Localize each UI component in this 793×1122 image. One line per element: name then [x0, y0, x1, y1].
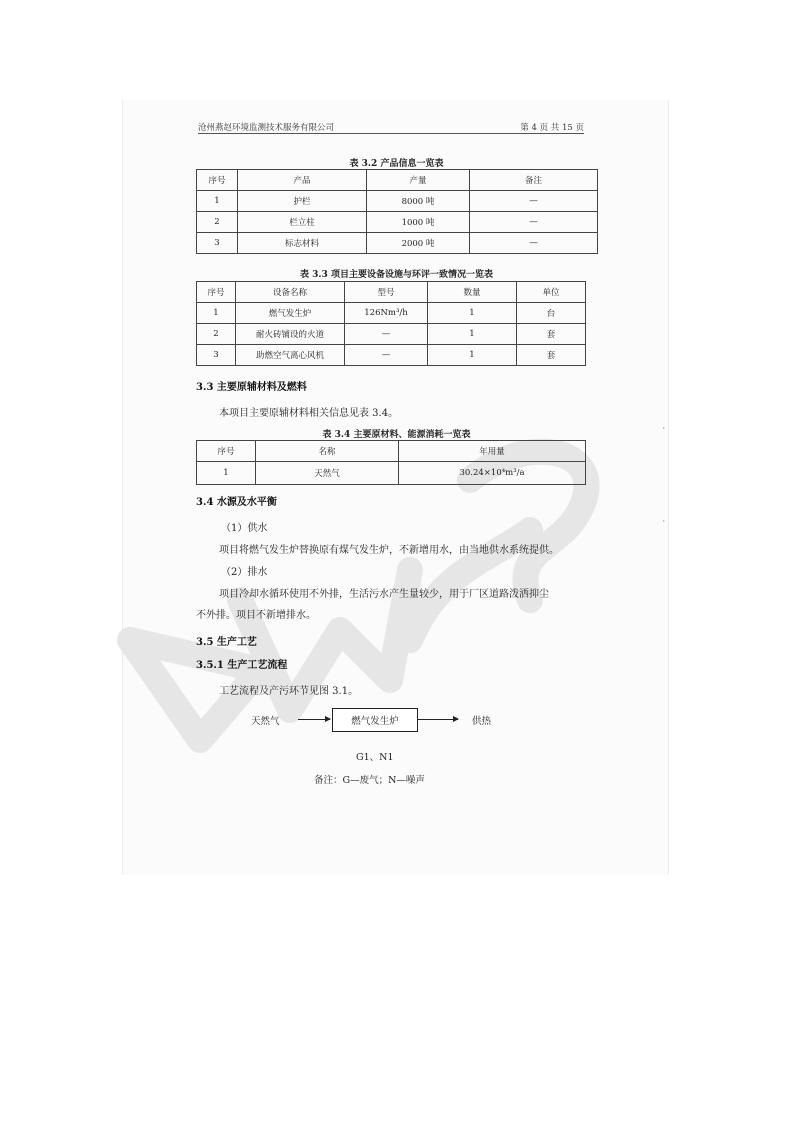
table-3-4-caption: 表 3.4 主要原材料、能源消耗一览表 [322, 430, 471, 440]
table-cell: — [470, 233, 598, 254]
flow-note: 备注：G—废气；N—噪声 [314, 775, 425, 786]
flow-intro-text: 工艺流程及产污环节见图 3.1。 [219, 686, 359, 697]
flow-process-label: 燃气发生炉 [351, 716, 399, 727]
table-cell: 3 [197, 345, 236, 366]
binding-mark: · [662, 424, 665, 433]
section-3-3-text: 本项目主要原辅材料相关信息见表 3.4。 [219, 408, 399, 419]
binding-mark: · [662, 517, 665, 526]
flow-arrow-out [418, 719, 458, 720]
materials-table [196, 440, 586, 485]
product-table [196, 169, 598, 254]
table-cell: 天然气 [256, 462, 399, 485]
drainage-heading: （2）排水 [221, 567, 268, 578]
table-cell: 1 [428, 303, 517, 324]
header-cell: 备注 [470, 170, 598, 191]
flow-arrow-in [298, 719, 330, 720]
table-row [197, 212, 598, 233]
section-3-4-title: 3.4 水源及水平衡 [196, 497, 277, 508]
equipment-table [196, 281, 586, 366]
header-cell: 序号 [197, 282, 236, 303]
page-number: 第 4 页 共 15 页 [520, 123, 584, 133]
header-cell: 设备名称 [236, 282, 345, 303]
header-cell: 年用量 [399, 441, 586, 462]
table-3-2-caption: 表 3.2 产品信息一览表 [349, 159, 444, 169]
water-supply-heading: （1）供水 [221, 523, 268, 534]
header-cell: 序号 [197, 441, 256, 462]
flow-output-label: 供热 [472, 716, 492, 727]
flow-process-box [332, 708, 418, 732]
table-cell: 1 [197, 303, 236, 324]
table-cell: 标志材料 [238, 233, 367, 254]
table-cell: 1 [428, 345, 517, 366]
page-header [198, 119, 584, 134]
table-3-3-caption: 表 3.3 项目主要设备设施与环评一致情况一览表 [300, 270, 493, 280]
header-cell: 产品 [238, 170, 367, 191]
table-row [197, 233, 598, 254]
table-cell: 1 [197, 191, 238, 212]
table-cell: 126Nm³/h [345, 303, 428, 324]
header-cell: 型号 [345, 282, 428, 303]
table-cell: 2 [197, 324, 236, 345]
table-row [197, 462, 586, 485]
flow-emissions-label: G1、N1 [356, 752, 394, 763]
table-cell: 3 [197, 233, 238, 254]
section-3-3-title: 3.3 主要原辅材料及燃料 [196, 382, 307, 393]
water-supply-text: 项目将燃气发生炉替换原有煤气发生炉，不新增用水，由当地供水系统提供。 [219, 545, 559, 556]
table-row [197, 324, 586, 345]
table-header-row [197, 282, 586, 303]
table-cell: 耐火砖铺设的火道 [236, 324, 345, 345]
table-cell: 2000 吨 [367, 233, 470, 254]
header-cell: 序号 [197, 170, 238, 191]
table-cell: — [470, 191, 598, 212]
table-row [197, 191, 598, 212]
section-3-5-title: 3.5 生产工艺 [196, 637, 257, 648]
table-row [197, 345, 586, 366]
table-cell: 套 [517, 345, 586, 366]
header-cell: 产量 [367, 170, 470, 191]
header-cell: 数量 [428, 282, 517, 303]
table-cell: 助燃空气离心风机 [236, 345, 345, 366]
table-cell: 护栏 [238, 191, 367, 212]
table-header-row [197, 441, 586, 462]
table-cell: 2 [197, 212, 238, 233]
table-cell: 1 [197, 462, 256, 485]
drainage-text-line2: 不外排。项目不新增排水。 [196, 610, 316, 621]
table-row [197, 303, 586, 324]
table-cell: 30.24×10⁴m³/a [399, 462, 586, 485]
drainage-text-line1: 项目冷却水循环使用不外排，生活污水产生量较少，用于厂区道路泼洒抑尘 [219, 589, 549, 600]
header-cell: 名称 [256, 441, 399, 462]
table-cell: — [470, 212, 598, 233]
table-cell: 套 [517, 324, 586, 345]
table-cell: 栏立柱 [238, 212, 367, 233]
table-cell: 1 [428, 324, 517, 345]
table-cell: 8000 吨 [367, 191, 470, 212]
flow-input-label: 天然气 [251, 716, 280, 727]
table-cell: — [345, 345, 428, 366]
table-cell: 燃气发生炉 [236, 303, 345, 324]
table-cell: — [345, 324, 428, 345]
table-header-row [197, 170, 598, 191]
table-cell: 1000 吨 [367, 212, 470, 233]
header-cell: 单位 [517, 282, 586, 303]
section-3-5-1-title: 3.5.1 生产工艺流程 [196, 660, 288, 671]
company-name: 沧州燕赵环境监测技术服务有限公司 [198, 123, 335, 133]
table-cell: 台 [517, 303, 586, 324]
